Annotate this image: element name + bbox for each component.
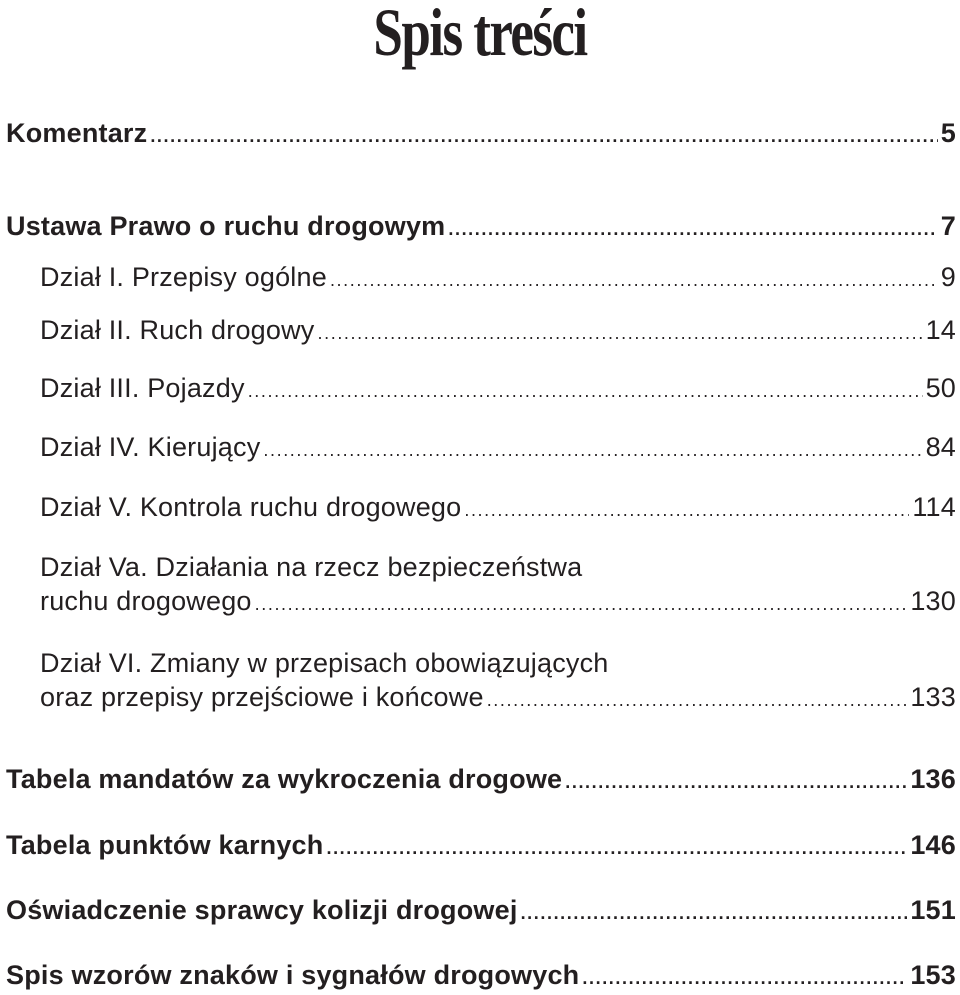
toc-entry-page: 136: [910, 764, 956, 794]
toc-entry-page: 114: [912, 492, 956, 522]
toc-entry-label: Dział IV. Kierujący: [40, 432, 261, 462]
dot-leader: [248, 374, 923, 408]
toc-entry-ustawa[interactable]: [6, 209, 956, 246]
toc-entry-label: Ustawa Prawo o ruchu drogowym: [6, 211, 446, 241]
toc-entry-page: 146: [910, 830, 956, 860]
toc-entry-komentarz[interactable]: [6, 116, 956, 153]
toc-entry-dzial-1[interactable]: [40, 260, 956, 297]
toc-entry-label: Tabela punktów karnych: [6, 830, 324, 860]
toc-entry-label: Dział V. Kontrola ruchu drogowego: [40, 492, 462, 522]
dot-leader: [582, 961, 907, 995]
dot-leader: [263, 433, 922, 467]
toc-entry-dzial-2[interactable]: [40, 313, 956, 350]
toc-entry-label-line1: Dział Va. Działania na rzecz bezpieczeństwa: [40, 552, 583, 582]
toc-entry-dzial-6[interactable]: [40, 646, 956, 717]
dot-leader: [521, 896, 908, 930]
toc-entry-label: Dział II. Ruch drogowy: [40, 315, 315, 345]
toc-entry-label: oraz przepisy przejściowe i końcowe: [40, 682, 484, 712]
toc-entry-page: 7: [940, 211, 956, 241]
toc-entry-dzial-3[interactable]: [40, 371, 956, 408]
toc-entry-label: Komentarz: [6, 118, 148, 148]
dot-leader: [464, 493, 909, 527]
toc-entry-dzial-5a[interactable]: [40, 550, 956, 621]
toc-entry-spis-wzorow[interactable]: [6, 958, 956, 995]
toc-entry-label: Dział III. Pojazdy: [40, 373, 245, 403]
toc-entry-label: Dział I. Przepisy ogólne: [40, 262, 327, 292]
toc-entry-label: Spis wzorów znaków i sygnałów drogowych: [6, 960, 580, 990]
page-title: Spis treści: [373, 0, 587, 70]
toc-entry-page: 14: [925, 315, 956, 345]
toc-entry-page: 84: [925, 432, 956, 462]
dot-leader: [150, 119, 937, 153]
dot-leader: [448, 212, 937, 246]
toc-entry-page: 50: [925, 373, 956, 403]
dot-leader: [318, 316, 923, 350]
toc-entry-label: ruchu drogowego: [40, 586, 252, 616]
toc-entry-label: Tabela mandatów za wykroczenia drogowe: [6, 764, 563, 794]
toc-entry-label-line1: Dział VI. Zmiany w przepisach obowiązujących: [40, 648, 609, 678]
toc-entry-oswiadczenie[interactable]: [6, 893, 956, 930]
toc-entry-page: 133: [910, 682, 956, 712]
dot-leader: [330, 263, 938, 297]
toc-entry-label: Oświadczenie sprawcy kolizji drogowej: [6, 895, 518, 925]
dot-leader: [565, 765, 907, 799]
toc-entry-page: 130: [910, 586, 956, 616]
toc-entry-page: 5: [940, 118, 956, 148]
toc-entry-dzial-4[interactable]: [40, 430, 956, 467]
toc-entry-tabela-punktow[interactable]: [6, 828, 956, 865]
dot-leader: [487, 683, 908, 717]
toc-entry-page: 153: [910, 960, 956, 990]
dot-leader: [326, 831, 907, 865]
toc-entry-tabela-mandatow[interactable]: [6, 762, 956, 799]
toc-entry-page: 151: [910, 895, 956, 925]
dot-leader: [255, 587, 908, 621]
toc-entry-dzial-5[interactable]: [40, 490, 956, 527]
toc-entry-page: 9: [940, 262, 956, 292]
